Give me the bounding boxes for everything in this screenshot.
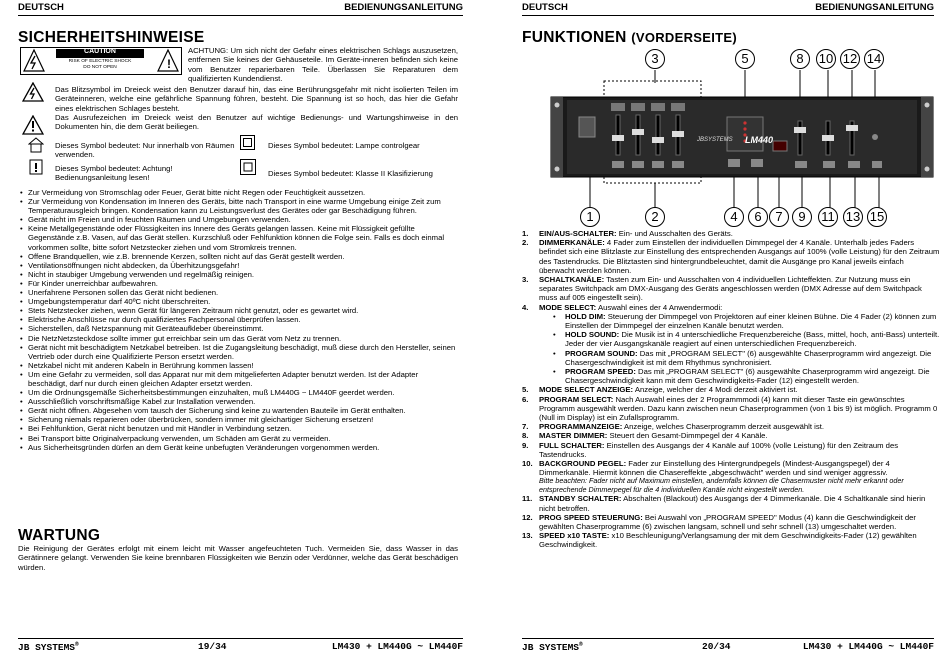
function-item bbox=[522, 513, 940, 531]
function-item bbox=[522, 494, 940, 512]
intro-warning-text: ACHTUNG: Um sich nicht der Gefahr eines elektrischen Schlags auszusetzen, entfernen Sie keines der Gehäuseteile. Im Geräte-inneren befinden sich keine vom Benutzer reparierbaren Teile. Überlassen Sie Reparaturen dem qualifizierten Kundendienst. bbox=[188, 46, 458, 83]
safety-bullet: • Gerät nicht im Freien und in feuchten Räumen und Umgebungen verwenden. bbox=[20, 215, 458, 224]
safety-bullet: • Stets Netzstecker ziehen, wenn Gerät für längeren Zeitraum nicht genutzt, oder es gewartet wird. bbox=[20, 306, 458, 315]
item-number: 8. bbox=[522, 431, 529, 441]
safety-bullet: • Zur Vermeidung von Stromschlag oder Feuer, Gerät bitte nicht Regen oder Feuchtigkeit aussetzen. bbox=[20, 188, 458, 197]
item-number: 13. bbox=[522, 531, 533, 541]
item-text: Nach Auswahl eines der 2 Programmmodi (4) kann mit dieser Taste ein gewünschtes Programm ausgewählt werden. Dazu kann zwischen neun Chaserprogrammen (von 1 bis 9) ist möglich. Programm 0 (Null im Display) ist ein Zufallsprogramm. bbox=[539, 394, 938, 423]
item-title: FULL SCHALTER: bbox=[539, 440, 605, 450]
function-item bbox=[522, 441, 940, 459]
item-text: Auswahl eines der 4 Anwendermodi: bbox=[596, 302, 723, 312]
callout-5: 5 bbox=[735, 49, 755, 69]
callout-7: 7 bbox=[769, 207, 789, 227]
safety-bullet: • Bei Fehlfunktion, Gerät nicht benutzen und mit Händler in Verbindung setzen. bbox=[20, 424, 458, 433]
safety-bullet: • Aus Sicherheitsgründen dürfen an dem Gerät keine unbefugten Veränderungen vorgenommen werden. bbox=[20, 443, 458, 452]
mode-title: HOLD SOUND: bbox=[565, 330, 620, 340]
item-title: MASTER DIMMER: bbox=[539, 431, 608, 441]
lightning-triangle-icon bbox=[22, 82, 44, 102]
footer-brand bbox=[18, 642, 79, 653]
item-number: 10. bbox=[522, 459, 533, 469]
callout-9: 9 bbox=[792, 207, 812, 227]
safety-bullet: • Sicherung niemals reparieren oder überbrücken, sondern immer mit gleichartiger Sicherung ersetzen! bbox=[20, 415, 458, 424]
callout-15: 15 bbox=[867, 207, 887, 227]
item-number: 1. bbox=[522, 229, 529, 238]
safety-bullet: • Um die Ordnungsgemäße Sicherheitsbestimmungen einzuhalten, muß LM440G ~ LM440F geerdet werden. bbox=[20, 388, 458, 397]
exclamation-explanation: Das Ausrufezeichen im Dreieck weist den Benutzer auf wichtige Bedienungs- und Wartungshinweise in den Dokumenten hin, die dem Gerät beiliegen. bbox=[55, 113, 458, 132]
item-text: Ein- und Ausschalten des Geräts. bbox=[616, 229, 733, 238]
item-title: SCHALTKANÄLE: bbox=[539, 275, 605, 285]
footer-reg-mark: ® bbox=[579, 641, 583, 648]
footer-page-number: 19/34 bbox=[198, 641, 227, 652]
function-item bbox=[522, 431, 940, 440]
fader-note: Bitte beachten: Fader nicht auf Maximum einstellen, andernfalls können die Chasermuster nicht mehr erkannt oder entsprechende Dimmerpegel für die 4 individuellen Kanäle nicht eingestellt werden. bbox=[539, 476, 904, 494]
mode-item: • HOLD SOUND: Die Musik ist in 4 unterschiedliche Frequenzbereiche (Bass, mittel, hoch, anti-Bass) unterteilt. Jeder der vier Ausgangskanäle reagiert auf einen unterschiedlichen Frequenzbereich. bbox=[553, 330, 940, 349]
item-title: EIN/AUS-SCHALTER: bbox=[539, 229, 617, 238]
header-language: DEUTSCH bbox=[18, 2, 64, 13]
mode-text: Das mit „PROGRAM SELECT" (6) ausgewählte Chaserprogramm wird angezeigt. Die Chasergeschwindigkeit kann mit dem Geschwindigkeits-Fader (12) eingestellt werden. bbox=[565, 367, 930, 386]
exclamation-triangle-icon bbox=[22, 115, 44, 135]
function-item bbox=[522, 275, 940, 303]
svg-text:!: ! bbox=[167, 57, 171, 71]
mode-text: Das mit „PROGRAM SELECT" (6) ausgewählte Chaserprogramm wird angezeigt. Die Chasergeschwindigkeit ist mit dem Rhythmus synchronisiert. bbox=[565, 348, 932, 367]
right-page bbox=[519, 0, 950, 654]
device-illustration bbox=[519, 45, 950, 230]
item-title: BACKGROUND PEGEL: bbox=[539, 459, 627, 469]
caution-label bbox=[20, 47, 182, 75]
safety-bullet: • Keine Metallgegenstände oder Flüssigkeiten ins Innere des Geräts gelangen lassen. Keine mit Flüssigkeit gefüllte Gegenstände z.B. Vasen, auf das Gerät stellen. Kurzschluß oder Fehlfunktion können die Folge sein. Falls es doch einmal vorkommen sollte, bitte sofort Netzstecker ziehen und vom Stromkreis trennen. bbox=[20, 224, 458, 251]
footer-page-number: 20/34 bbox=[702, 641, 731, 652]
function-item bbox=[522, 229, 940, 238]
function-item bbox=[522, 422, 940, 431]
caution-sub2: DO NOT OPEN bbox=[83, 65, 117, 70]
item-text: Tasten zum Ein- und Ausschalten von 4 individuellen Lichteffekten. Zur Nutzung muss ein separates Switchpack am DMX-Ausgang des Geräts angeschlossen werden (DMX Adresse auf dem Switchpack muss auf 005 eingestellt sein). bbox=[539, 275, 922, 303]
read-manual-icon bbox=[28, 159, 44, 175]
callout-10: 10 bbox=[816, 49, 836, 69]
header-manual-title: BEDIENUNGSANLEITUNG bbox=[815, 2, 934, 13]
safety-bullet: • Umgebungstemperatur darf 40ºC nicht überschreiten. bbox=[20, 297, 458, 306]
item-title: PROGRAMMANZEIGE: bbox=[539, 422, 623, 432]
safety-bullet: • Sicherstellen, daß Netzspannung mit Geräteaufkleber übereinstimmt. bbox=[20, 324, 458, 333]
callout-2: 2 bbox=[645, 207, 665, 227]
item-number: 4. bbox=[522, 302, 529, 312]
function-item bbox=[522, 395, 940, 423]
function-item bbox=[522, 385, 940, 394]
class-two-icon bbox=[240, 159, 256, 175]
symbol-indoor-text: Dieses Symbol bedeutet: Nur innerhalb von Räumen verwenden. bbox=[55, 141, 235, 160]
caution-heading: CAUTION bbox=[84, 48, 116, 55]
item-number: 11. bbox=[522, 494, 533, 504]
footer-brand-name: JB SYSTEMS bbox=[18, 642, 76, 654]
lightning-explanation: Das Blitzsymbol im Dreieck weist den Benutzer darauf hin, das eine Berührungsgefahr mit nicht isolierten Teilen im Geräteinneren, welche eine gefährliche Spannung führen, besteht. Die Spannung ist so hoch, das hier die Gefahr eines elektrischen Schlages besteht. bbox=[55, 85, 458, 113]
item-number: 9. bbox=[522, 440, 529, 450]
safety-bullet: • Netzkabel nicht mit anderen Kabeln in Berührung kommen lassen! bbox=[20, 361, 458, 370]
callout-4: 4 bbox=[724, 207, 744, 227]
item-title: PROGRAM SELECT: bbox=[539, 394, 614, 404]
mode-text: Steuerung der Dimmpegel von Projektoren auf einer kleinen Bühne. Die 4 Fader (2) können zum Einstellen der Dimmpegel der einzelnen Kanäle benutzt werden. bbox=[565, 311, 937, 331]
mode-title: PROGRAM SOUND: bbox=[565, 348, 638, 358]
item-number: 3. bbox=[522, 275, 529, 285]
safety-bullet: • Unerfahrene Personen sollen das Gerät nicht bedienen. bbox=[20, 288, 458, 297]
footer-model: LM430 + LM440G ~ LM440F bbox=[802, 641, 934, 652]
mode-title: HOLD DIM: bbox=[565, 311, 606, 321]
callout-1: 1 bbox=[580, 207, 600, 227]
item-text: Einstellen des Ausgangs der 4 Kanäle auf 100% (volle Leistung) für den Zeitraum des Tastendrucks. bbox=[539, 440, 899, 459]
item-text: Bei Auswahl von „PROGRAM SPEED" Modus (4) kann die Geschwindigkeit der gewählten Chaserprogramme (6) zwischen langsam, schnell und sehr schnell (13) umgeschaltet werden. bbox=[539, 512, 916, 531]
callout-14: 14 bbox=[864, 49, 884, 69]
intro-warning bbox=[188, 46, 458, 83]
footer-model: LM430 + LM440G ~ LM440F bbox=[331, 641, 463, 652]
safety-bullet: • Gerät nicht öffnen. Abgesehen vom tausch der Sicherung sind keine zu wartenden Bauteile im Gerät enthalten. bbox=[20, 406, 458, 415]
mode-item: • PROGRAM SOUND: Das mit „PROGRAM SELECT" (6) ausgewählte Chaserprogramm wird angezeigt. Die Chasergeschwindigkeit ist mit dem Rhythmus synchronisiert. bbox=[553, 348, 932, 367]
safety-bullet: • Ventilationsöffnungen nicht abdecken, da Überhitzungsgefahr! bbox=[20, 261, 458, 270]
mode-title: PROGRAM SPEED: bbox=[565, 367, 636, 377]
page-header bbox=[18, 2, 463, 16]
symbol-class2-text: Dieses Symbol bedeutet: Klasse II Klasifizierung bbox=[268, 169, 433, 178]
section-title-maintenance: WARTUNG bbox=[18, 527, 101, 544]
item-text: 4 Fader zum Einstellen der individuellen Dimmpegel der 4 Kanäle. Unterhalb jedes Faders befindet sich eine Blitzlaste zur Einstellung des entsprechenden Ausgangs auf 100% (volle Leistung) für den Zeitraum des Tastendrucks. Die Blitztasten sind hintergrundbeleuchtet, damit die Ausgänge pro Kanal jeweils einfach überwacht werden können. bbox=[539, 238, 940, 275]
symbol-read-text: Dieses Symbol bedeutet: Achtung! Bedienungsanleitung lesen! bbox=[55, 164, 173, 183]
item-text: Fader zur Einstellung des Hintergrundpegels (Mindest-Ausgangspegel) der 4 Dimmerkanäle. Hiermit können die Chasereffekte „abgeschwächt" werden und sind weniger aggressiv. bbox=[539, 459, 890, 478]
footer-brand-name: JB SYSTEMS bbox=[522, 642, 580, 654]
callout-3: 3 bbox=[645, 49, 665, 69]
symbol-lamp-text: Dieses Symbol bedeutet: Lampe controlgear bbox=[268, 141, 420, 150]
header-manual-title: BEDIENUNGSANLEITUNG bbox=[344, 2, 463, 13]
safety-bullet: • Offene Brandquellen, wie z.B. brennende Kerzen, sollten nicht auf das Gerät gestellt werden. bbox=[20, 252, 458, 261]
header-language: DEUTSCH bbox=[522, 2, 568, 13]
safety-bullet: • Nicht in staubiger Umgebung verwenden und regelmäßig reinigen. bbox=[20, 270, 458, 279]
page-header bbox=[522, 2, 934, 16]
item-title: PROG SPEED STEUERUNG: bbox=[539, 512, 643, 522]
item-title: DIMMERKANÄLE: bbox=[539, 238, 605, 248]
lamp-controlgear-icon bbox=[240, 135, 255, 150]
safety-bullet: • Für Kinder unerreichbar aufbewahren. bbox=[20, 279, 458, 288]
item-number: 2. bbox=[522, 238, 529, 248]
safety-bullet: • Zur Vermeidung von Kondensation im Inneren des Geräts, bitte nach Transport in eine warme Umgebung einige Zeit zum Temperaturausgleich bringen. Kondensation kann zu Leistungsverlust des Gerätes oder gar Beschädigung führen. bbox=[20, 197, 458, 215]
item-number: 6. bbox=[522, 394, 529, 404]
footer-reg-mark: ® bbox=[75, 641, 79, 648]
mode-list bbox=[539, 312, 940, 386]
callout-11: 11 bbox=[818, 207, 838, 227]
safety-bullets bbox=[20, 188, 458, 452]
item-title: MODE SELECT: bbox=[539, 302, 597, 312]
item-number: 7. bbox=[522, 422, 529, 432]
page-footer bbox=[522, 638, 934, 652]
item-text: Anzeige, welches Chaserprogramm derzeit ausgewählt ist. bbox=[622, 422, 824, 432]
footer-brand bbox=[522, 642, 583, 653]
item-number: 5. bbox=[522, 385, 529, 395]
maintenance-text: Die Reinigung der Gerätes erfolgt mit einem leicht mit Wasser angefeuchteten Tuch. Vermeiden Sie, dass Wasser in das Gerätinnere gelangt. Verwenden Sie keine brennbaren Flüssigkeiten wie Benzin oder Verdünner, welche das Gerät beschädigen würden. bbox=[18, 544, 458, 572]
indoor-house-icon bbox=[28, 137, 44, 153]
item-text: Anzeige, welcher der 4 Modi derzeit aktiviert ist. bbox=[633, 385, 798, 395]
item-text: x10 Beschleunigung/Verlangsamung der mit dem Geschwindigkeits-Fader (12) gewählten Geschwindigkeit. bbox=[539, 531, 917, 550]
functions-subtitle: (VORDERSEITE) bbox=[631, 30, 737, 45]
callout-12: 12 bbox=[840, 49, 860, 69]
safety-bullet: • Um eine Gefahr zu vermeiden, soll das Apparat nur mit dem mitgelieferten Adapter benutzt werden. Ist der Adapter beschädigt, darf nur durch einen gleichen Adapter ersetzt werden. bbox=[20, 370, 458, 388]
safety-bullet: • Bei Transport bitte Originalverpackung verwenden, um Schäden am Gerät zu vermeiden. bbox=[20, 434, 458, 443]
callout-6: 6 bbox=[748, 207, 768, 227]
mode-item: • PROGRAM SPEED: Das mit „PROGRAM SELECT" (6) ausgewählte Chaserprogramm wird angezeigt. Die Chasergeschwindigkeit kann mit dem Geschwindigkeits-Fader (12) eingestellt werden. bbox=[553, 367, 930, 386]
mode-text: Die Musik ist in 4 unterschiedliche Frequenzbereiche (Bass, mittel, hoch, anti-Bass) unterteilt. Jeder der vier Ausgangskanäle reagiert auf einen unterschiedlichen Frequenzbereich. bbox=[565, 330, 940, 349]
callout-13: 13 bbox=[843, 207, 863, 227]
safety-bullet: • Ausschließlich vorschriftsmäßige Kabel zur Installation verwenden. bbox=[20, 397, 458, 406]
device-brand-text: JBSYSTEMS bbox=[697, 137, 733, 143]
item-number: 12. bbox=[522, 512, 533, 522]
function-item bbox=[522, 303, 940, 386]
item-title: STANDBY SCHALTER: bbox=[539, 494, 622, 504]
function-item bbox=[522, 459, 940, 494]
item-text: Steuert den Gesamt-Dimmpegel der 4 Kanäle. bbox=[607, 431, 768, 441]
function-item bbox=[522, 238, 940, 275]
page-footer bbox=[18, 638, 463, 652]
safety-bullet: • Gerät nicht mit beschädigtem Netzkabel betreiben. Ist die Zugangsleitung beschädigt, muß diese durch den Hersteller, seinen Vertrieb oder durch eine Qualifizierte Person ersetzt werden. bbox=[20, 343, 458, 361]
safety-bullet: • Die NetzNetzsteckdose sollte immer gut erreichbar sein um das Gerät vom Netz zu trennen. bbox=[20, 334, 458, 343]
section-title-safety: SICHERHEITSHINWEISE bbox=[18, 29, 205, 46]
function-item bbox=[522, 531, 940, 549]
item-title: MODE SELECT ANZEIGE: bbox=[539, 385, 634, 395]
mode-item: • HOLD DIM: Steuerung der Dimmpegel von Projektoren auf einer kleinen Bühne. Die 4 Fader (2) können zum Einstellen der Dimmpegel der einzelnen Kanäle benutzt werden. bbox=[553, 311, 937, 331]
callout-8: 8 bbox=[790, 49, 810, 69]
functions-title: FUNKTIONEN bbox=[522, 29, 627, 46]
device-model-label: LM440 bbox=[745, 135, 774, 145]
front-panel-diagram bbox=[519, 45, 950, 230]
safety-bullet: • Elektrische Anschlüsse nur durch qualifiziertes Fachpersonal überprüfen lassen. bbox=[20, 315, 458, 324]
caution-sub1: RISK OF ELECTRIC SHOCK bbox=[68, 59, 132, 64]
function-list bbox=[522, 229, 940, 550]
item-title: SPEED x10 TASTE: bbox=[539, 531, 610, 541]
item-text: Abschalten (Blackout) des Ausgangs der 4 Dimmerkanäle. Die 4 Schaltkanäle sind hierin nicht betroffen. bbox=[539, 494, 926, 513]
